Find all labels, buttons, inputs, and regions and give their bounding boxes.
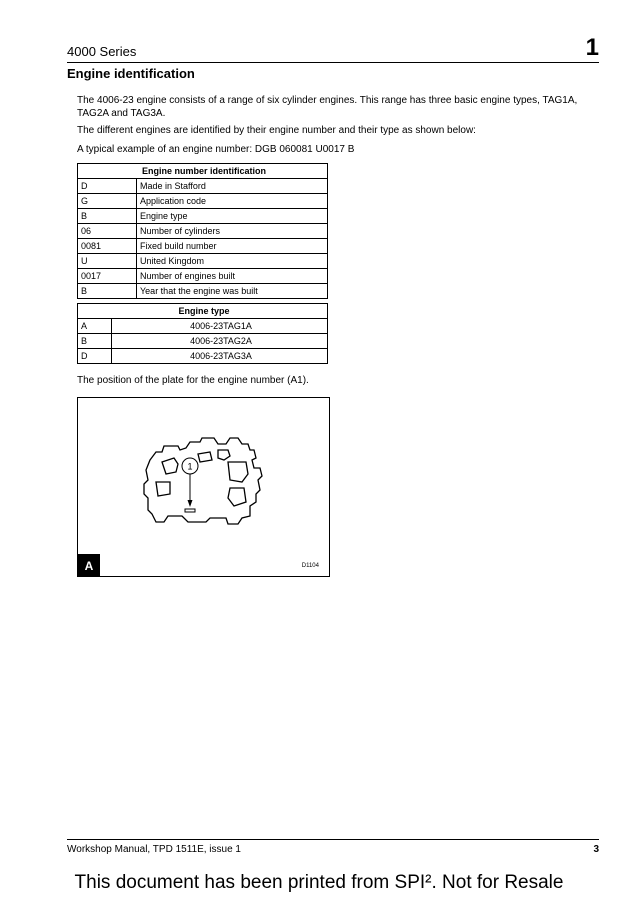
table-row — [78, 334, 328, 349]
footer-text: Workshop Manual, TPD 1511E, issue 1 — [67, 844, 241, 855]
code-cell: U — [78, 254, 137, 269]
table-row — [78, 284, 328, 299]
table-row — [78, 179, 328, 194]
code-cell: D — [78, 179, 137, 194]
meaning-cell: Number of cylinders — [137, 224, 328, 239]
code-cell: 06 — [78, 224, 137, 239]
identification-paragraph: The different engines are identified by their engine number and their type as shown below: — [77, 125, 476, 136]
engine-type-table-title: Engine type — [78, 304, 328, 319]
code-cell: G — [78, 194, 137, 209]
meaning-cell: Year that the engine was built — [137, 284, 328, 299]
table-row — [78, 269, 328, 284]
table-row — [78, 239, 328, 254]
engine-figure — [77, 397, 330, 577]
table-row — [78, 254, 328, 269]
meaning-cell: Engine type — [137, 209, 328, 224]
intro-paragraph: The 4006-23 engine consists of a range of six cylinder engines. This range has three basic engine types, TAG1A, TAG2A and TAG3A. — [77, 95, 578, 119]
type-code-cell: D — [78, 349, 112, 364]
meaning-cell: Made in Stafford — [137, 179, 328, 194]
resale-notice: This document has been printed from SPI². Not for Resale — [74, 872, 564, 893]
meaning-cell: Number of engines built — [137, 269, 328, 284]
engine-number-table-title: Engine number identification — [78, 164, 328, 179]
page-header — [67, 34, 599, 63]
page-footer — [67, 839, 599, 858]
figure-tag: A — [78, 554, 100, 576]
table-row — [78, 194, 328, 209]
type-model-cell: 4006-23TAG2A — [112, 334, 328, 349]
code-cell: 0081 — [78, 239, 137, 254]
engine-type-table — [77, 303, 328, 364]
figure-reference: D1104 — [301, 563, 319, 569]
engine-number-plate — [185, 509, 195, 512]
table-row — [78, 319, 328, 334]
code-cell: B — [78, 209, 137, 224]
callout-arrowhead — [188, 500, 193, 507]
series-label: 4000 Series — [67, 44, 137, 59]
type-model-cell: 4006-23TAG1A — [112, 319, 328, 334]
section-title: Engine identification — [67, 66, 195, 81]
meaning-cell: Application code — [137, 194, 328, 209]
type-code-cell: B — [78, 334, 112, 349]
meaning-cell: Fixed build number — [137, 239, 328, 254]
engine-outline-drawing — [78, 398, 329, 576]
code-cell: B — [78, 284, 137, 299]
callout-number: 1 — [187, 461, 193, 472]
example-paragraph: A typical example of an engine number: DGB 060081 U0017 B — [77, 144, 355, 155]
page-number: 3 — [593, 844, 599, 855]
chapter-number: 1 — [585, 34, 599, 61]
code-cell: 0017 — [78, 269, 137, 284]
type-code-cell: A — [78, 319, 112, 334]
table-row — [78, 209, 328, 224]
meaning-cell: United Kingdom — [137, 254, 328, 269]
type-model-cell: 4006-23TAG3A — [112, 349, 328, 364]
engine-number-table — [77, 163, 328, 299]
table-row — [78, 349, 328, 364]
plate-position-paragraph: The position of the plate for the engine number (A1). — [77, 375, 309, 386]
table-row — [78, 224, 328, 239]
